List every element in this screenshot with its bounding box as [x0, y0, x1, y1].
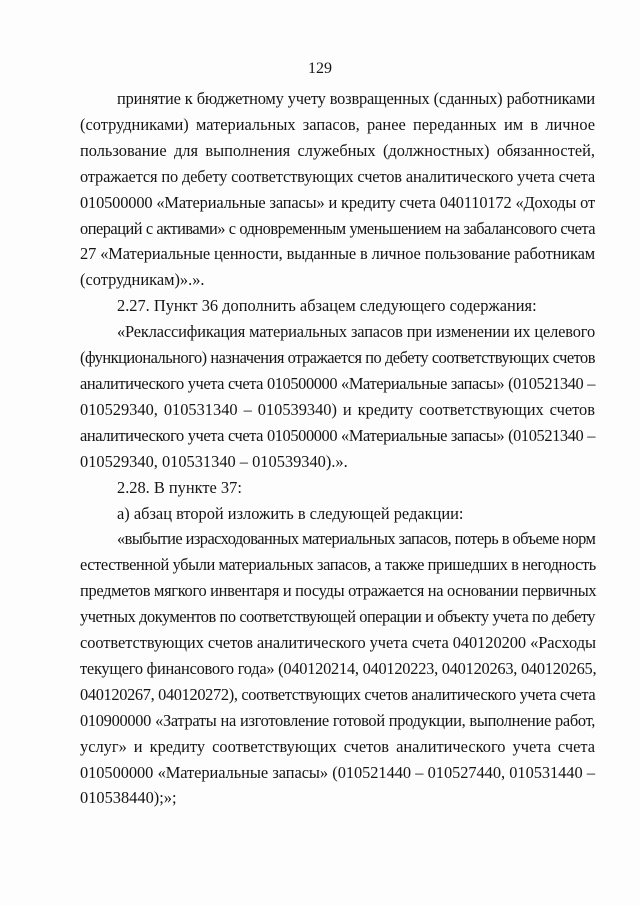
text-line: (сотрудниками) материальных запасов, ранее переданных им в личное	[80, 114, 595, 134]
text-line: 010529340, 010531340 – 010539340).».	[80, 451, 348, 471]
text-line: (функционального) назначения отражается по дебету соответствующих счетов	[80, 348, 595, 368]
text-line: 27 «Материальные ценности, выданные в личное пользование работникам	[80, 244, 596, 264]
text-line: 040120267, 040120272), соответствующих счетов аналитического учета счета	[80, 684, 596, 704]
text-line: учетных документов по соответствующей операции и объекту учета по дебету	[80, 607, 595, 627]
text-line: текущего финансового года» (040120214, 040120223, 040120263, 040120265,	[80, 658, 597, 678]
text-line: «Реклассификация материальных запасов при изменении их целевого	[117, 322, 595, 342]
text-line: 010900000 «Затраты на изготовление готовой продукции, выполнение работ,	[80, 710, 595, 730]
text-line: услуг» и кредиту соответствующих счетов аналитического учета счета	[80, 736, 595, 756]
text-line: 2.28. В пункте 37:	[117, 477, 242, 497]
text-line: 010500000 «Материальные запасы» и кредиту счета 040110172 «Доходы от	[80, 192, 596, 212]
text-line: соответствующих счетов аналитического учета счета 040120200 «Расходы	[80, 633, 596, 653]
text-line: (сотрудникам)».».	[80, 270, 205, 290]
document-body	[80, 86, 595, 811]
text-line: 2.27. Пункт 36 дополнить абзацем следующего содержания:	[117, 296, 537, 316]
text-line: 010529340, 010531340 – 010539340) и кредиту соответствующих счетов	[80, 399, 595, 419]
text-line: аналитического учета счета 010500000 «Материальные запасы» (010521340 –	[80, 373, 595, 393]
text-line: принятие к бюджетному учету возвращенных (сданных) работниками	[117, 89, 595, 108]
text-line: пользование для выполнения служебных (должностных) обязанностей,	[80, 140, 595, 160]
text-line: 010500000 «Материальные запасы» (010521440 – 010527440, 010531440 –	[80, 762, 595, 782]
page-number: 129	[308, 60, 332, 77]
text-line: а) абзац второй изложить в следующей редакции:	[117, 503, 464, 523]
text-line: 010538440);»;	[80, 788, 177, 808]
text-line: «выбытие израсходованных материальных запасов, потерь в объеме норм	[117, 529, 596, 549]
text-line: операций с активами» с одновременным уменьшением на забалансового счета	[80, 218, 595, 238]
text-line: аналитического учета счета 010500000 «Материальные запасы» (010521340 –	[80, 425, 595, 445]
text-line: отражается по дебету соответствующих счетов аналитического учета счета	[80, 166, 595, 186]
text-line: предметов мягкого инвентаря и посуды отражается на основании первичных	[80, 581, 597, 601]
text-line: естественной убыли материальных запасов, а также пришедших в негодность	[80, 555, 596, 575]
